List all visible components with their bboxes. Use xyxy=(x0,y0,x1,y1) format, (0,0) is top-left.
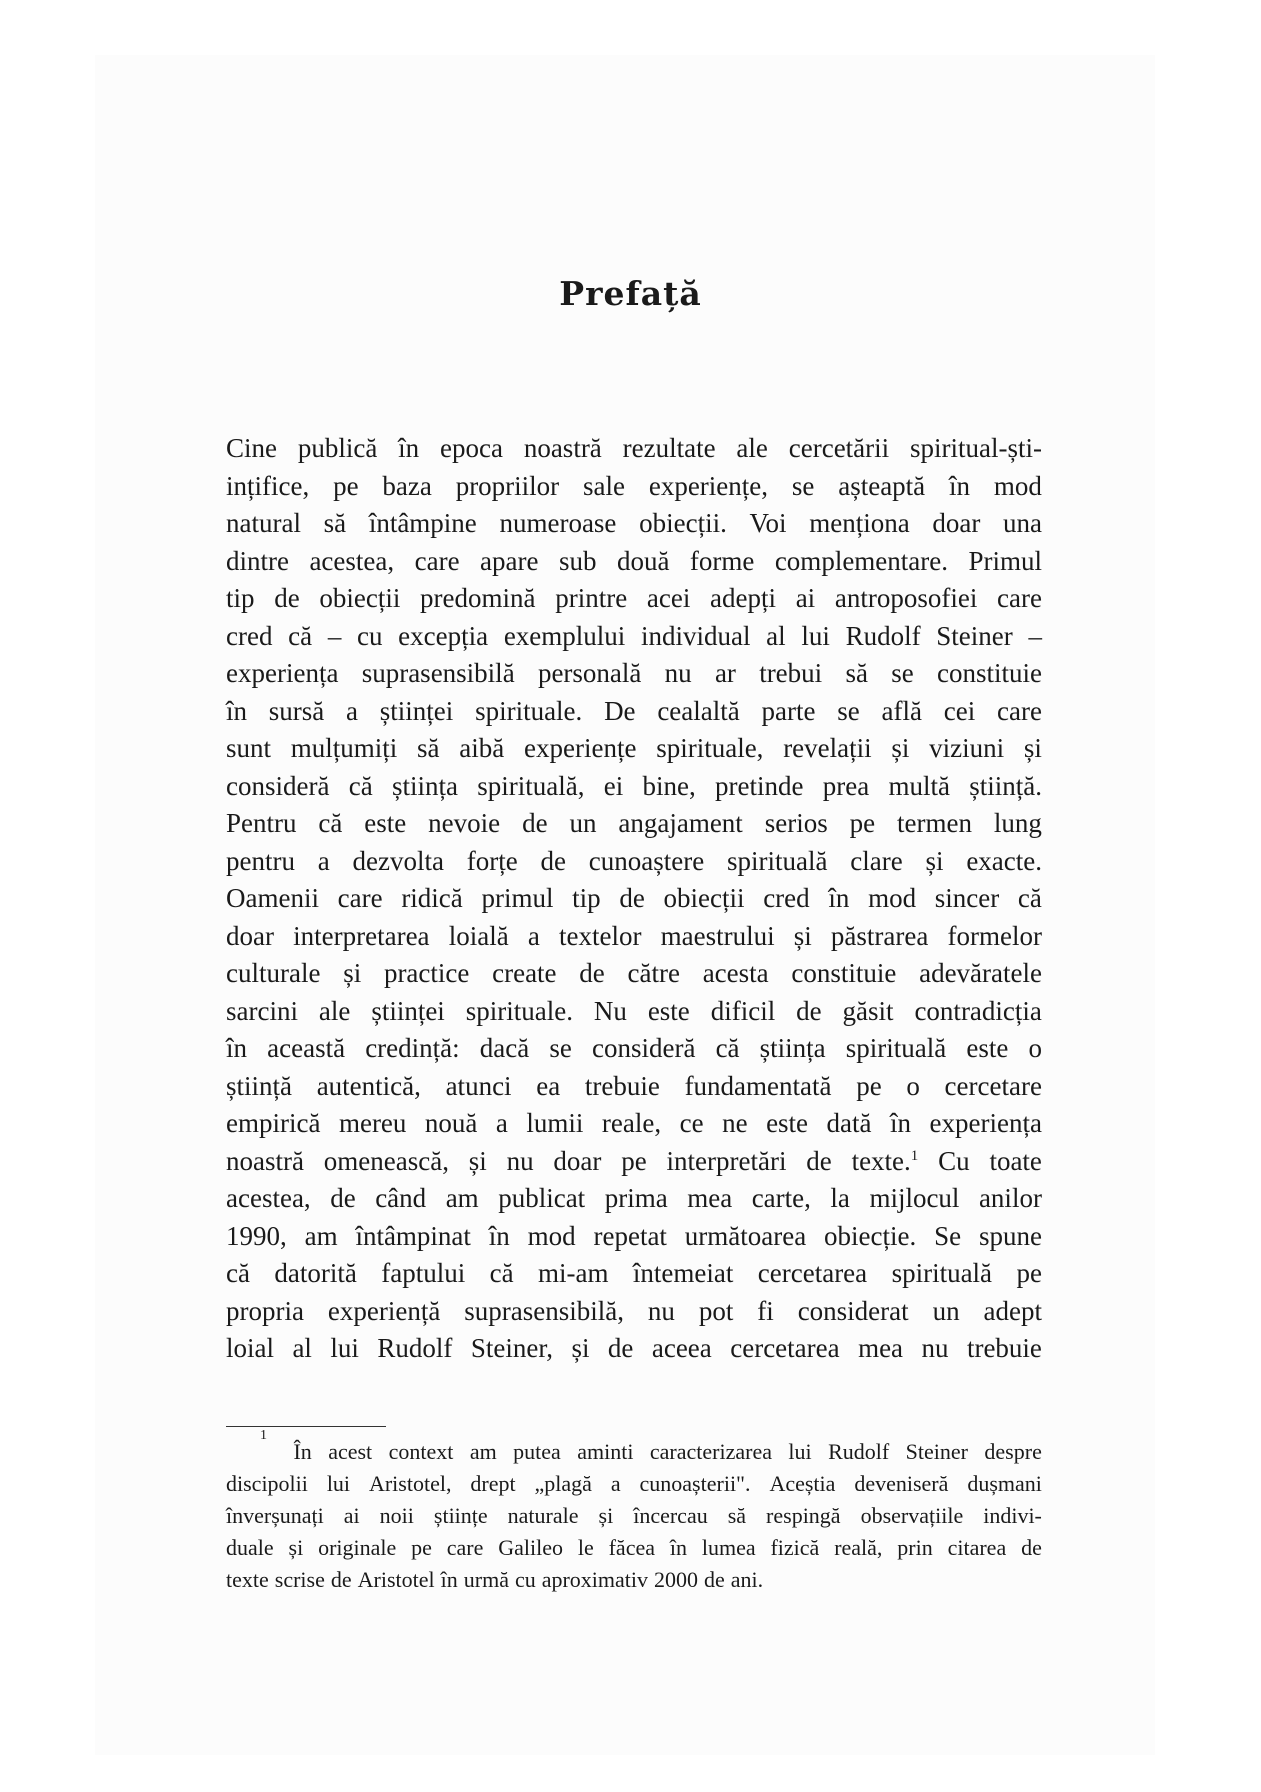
text-line: discipolii lui Aristotel, drept „plagă a cunoașterii". Aceștia deveniseră dușmani xyxy=(226,1471,1042,1496)
text-line: 1990, am întâmpinat în mod repetat următoarea obiecție. Se spune xyxy=(226,1220,1042,1251)
text-line: în sursă a științei spirituale. De cealaltă parte se află cei care xyxy=(226,695,1042,726)
text-line: Cine publică în epoca noastră rezultate ale cercetării spiritual-ști- xyxy=(226,433,1042,463)
footnote-divider xyxy=(226,1426,386,1427)
text-line: Oamenii care ridică primul tip de obiecții cred în mod sincer că xyxy=(226,883,1042,913)
text-line: înverșunați ai noii științe naturale și încercau să respingă observațiile indivi- xyxy=(226,1503,1042,1528)
text-line: știință autentică, atunci ea trebuie fundamentată pe o cercetare xyxy=(226,1070,1042,1101)
text-line: în această credință: dacă se consideră că știința spirituală este o xyxy=(226,1033,1042,1063)
page-title: Prefață xyxy=(559,274,702,314)
text-line: natural să întâmpine numeroase obiecții. Voi menționa doar una xyxy=(226,508,1042,538)
text-line: cred că – cu excepția exemplului individual al lui Rudolf Steiner – xyxy=(226,620,1042,651)
footnote-marker: 1 xyxy=(260,1428,267,1443)
text-line: experiența suprasensibilă personală nu ar trebui să se constituie xyxy=(226,658,1042,688)
text-line: Pentru că este nevoie de un angajament serios pe termen lung xyxy=(226,808,1042,838)
text-line: loial al lui Rudolf Steiner, și de aceea cercetarea mea nu trebuie xyxy=(226,1333,1042,1363)
text-line: texte scrise de Aristotel în urmă cu aproximativ 2000 de ani. xyxy=(226,1567,764,1592)
text-line: propria experiență suprasensibilă, nu pot fi considerat un adept xyxy=(226,1295,1042,1326)
text-line: duale și originale pe care Galileo le făcea în lumea fizică reală, prin citarea de xyxy=(226,1535,1042,1560)
body-text xyxy=(226,430,1042,1368)
text-line: pentru a dezvolta forțe de cunoaștere spirituală clare și exacte. xyxy=(226,845,1042,876)
text-line: dintre acestea, care apare sub două forme complementare. Primul xyxy=(226,545,1042,576)
text-line: că datorită faptului că mi-am întemeiat cercetarea spirituală pe xyxy=(226,1258,1042,1288)
text-line: culturale și practice create de către acesta constituie adevăratele xyxy=(226,958,1042,988)
text-line: 1 În acest context am putea aminti caracterizarea lui Rudolf Steiner despre xyxy=(226,1436,1042,1468)
text-line: noastră omenească, și nu doar pe interpretări de texte.$^1$ Cu toate xyxy=(226,1145,1042,1176)
text-line: ințifice, pe baza propriilor sale experiențe, se așteaptă în mod xyxy=(226,470,1042,501)
text-line: sunt mulțumiți să aibă experiențe spirituale, revelații și viziuni și xyxy=(226,733,1042,763)
text-line: acestea, de când am publicat prima mea carte, la mijlocul anilor xyxy=(226,1183,1042,1213)
text-line: empirică mereu nouă a lumii reale, ce ne este dată în experiența xyxy=(226,1108,1042,1138)
text-line: doar interpretarea loială a textelor maestrului și păstrarea formelor xyxy=(226,920,1042,951)
text-line: sarcini ale științei spirituale. Nu este dificil de găsit contradicția xyxy=(226,995,1042,1026)
footnote xyxy=(226,1428,1042,1596)
footnote-reference[interactable]: 1 xyxy=(910,1147,919,1164)
text-line: tip de obiecții predomină printre acei adepți ai antroposofiei care xyxy=(226,583,1042,613)
text-line: consideră că știința spirituală, ei bine, pretinde prea multă știință. xyxy=(226,770,1042,801)
